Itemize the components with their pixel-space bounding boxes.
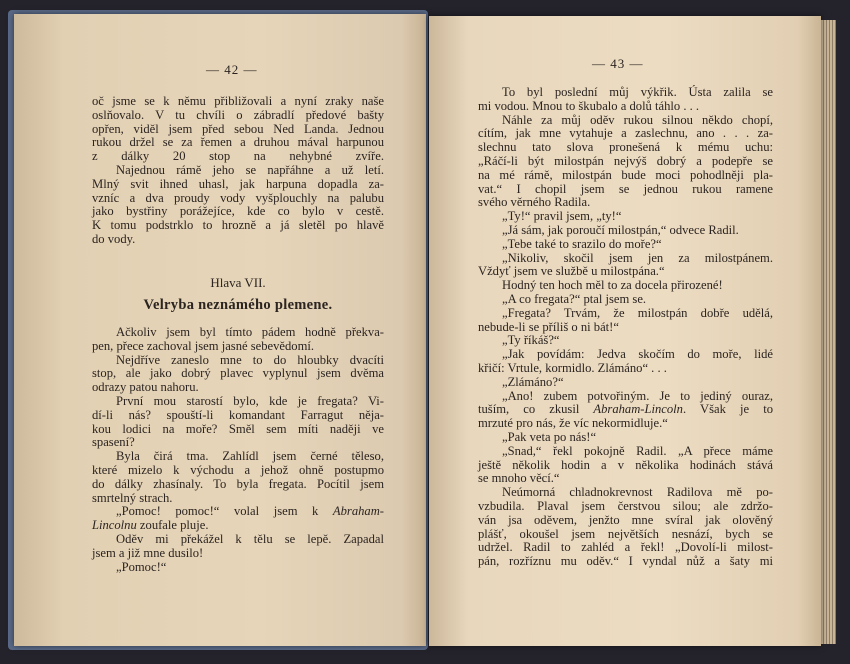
text-line: ještě několik hodin a v několika hodinách stává xyxy=(478,457,773,472)
text-line: křičí: Vrtule, kormidlo. Zlámáno“ . . . xyxy=(478,360,667,375)
text-line: ván jsa oděvem, jenžto mne svíral jak olověný xyxy=(478,512,773,527)
text-line: které mizelo k východu a jehož ohně postupmo xyxy=(92,462,384,477)
text-line: jako bystřiny porážejíce, kde co bylo v cestě. xyxy=(92,204,384,219)
text-line: tuším, co zkusil Abraham-Lincoln. Však je to xyxy=(478,402,773,417)
text-line: „Ano! zubem potvořiným. Je to jediný ouraz, xyxy=(502,388,773,403)
text-line: „Jak povídám: Jedva skočím do moře, lidé xyxy=(502,347,773,362)
text-line: oslňovalo. V tu chvíli o zábradlí předové bašty xyxy=(92,107,384,122)
text-line: „Pomoc! pomoc!“ volal jsem k Abraham- xyxy=(116,504,384,519)
text-line: nebude-li se příliš o ni bát!“ xyxy=(478,319,619,334)
text-line: opřen, viděl jsem před sebou Ned Landa. Jednou xyxy=(92,121,384,136)
text-line: „Snad,“ řekl pokojně Radil. „A přece máme xyxy=(502,443,773,458)
text-line: Byla čirá tma. Zahlídl jsem černé těleso, xyxy=(116,449,384,464)
text-line: rukou držel se za řemen a druhou mával harpunou xyxy=(92,135,384,150)
text-line: „Nikoliv, skočil jsem jen za milostpánem. xyxy=(502,250,773,265)
text-line: vzbudila. Plaval jsem čerstvou silou; ale zdržo- xyxy=(478,498,773,513)
text-line: pen, přece zachoval jsem jasné sebevědomí. xyxy=(92,338,315,353)
text-line: Ačkoliv jsem byl tímto pádem hodně překva- xyxy=(116,325,384,339)
page-number: — 42 — xyxy=(206,62,258,77)
text-line: První mou starostí bylo, kde je fregata? Vi- xyxy=(116,393,384,408)
text-line: Hodný ten hoch měl to za docela přirozené! xyxy=(502,278,723,293)
text-line: dí-li nás? spouští-li komandant Farragut něja- xyxy=(92,407,384,422)
text-line: „Já sám, jak poroučí milostpán,“ odvece Radil. xyxy=(502,222,739,237)
text-line: svého věrného Radila. xyxy=(478,195,591,210)
text-line: „Tebe také to srazilo do moře?“ xyxy=(502,236,662,251)
text-line: „Ráčí-li být milostpán nejvýš dobrý a podepře se xyxy=(478,153,773,168)
text-line: do vody. xyxy=(92,231,136,246)
text-line: Oděv mi překážel k tělu se lepě. Zapadal xyxy=(116,531,384,546)
text-line: smrtelný strach. xyxy=(92,490,173,505)
text-line: „A co fregata?“ ptal jsem se. xyxy=(502,291,647,306)
text-line: „Ty!“ pravil jsem, „ty!“ xyxy=(502,209,622,224)
text-line: pán, rozříznu mu oděv.“ I vyndal nůž a šaty mi xyxy=(478,554,773,569)
text-line: do dálky zhasínaly. To byla fregata. Pocítil jsem xyxy=(92,476,384,491)
text-line: Lincolnu zoufale pluje. xyxy=(92,518,209,533)
text-line: „Ty říkáš?“ xyxy=(502,333,560,348)
page-number: — 43 — xyxy=(592,56,644,71)
text-line: mi vodou. Mnou to škubalo a dolů táhlo . . . xyxy=(478,98,700,113)
text-line: Náhle za můj oděv rukou silnou někdo chopí, xyxy=(502,112,773,127)
text-line: na mé rámě, milostpán bude moci pohodlněji pla- xyxy=(478,167,773,182)
ship-name: Lincolnu xyxy=(92,518,137,533)
text-line: „Fregata? Trvám, že milostpán dobře udělá, xyxy=(502,305,773,320)
ship-name: Abraham- xyxy=(332,504,384,519)
ship-name: Abraham-Lincoln xyxy=(593,402,683,417)
text-line: plášť, okoušel jsem největších nesnází, bych se xyxy=(478,526,773,541)
chapter-heading: Hlava VII. xyxy=(210,275,266,290)
text-block xyxy=(478,86,773,569)
text-line: vzníc a dva proudy vody vyšplouchly na palubu xyxy=(92,190,384,205)
text-line: K tomu podstrklo to hrozně a já sletěl po hlavě xyxy=(92,218,384,233)
text-block xyxy=(92,95,384,247)
text-line: vat.“ I chopil jsem se jednou rukou ramene xyxy=(478,181,773,196)
text-line: stop, ale jako dobrý plavec vyplynul jsem dvěma xyxy=(92,366,384,381)
text-line: Neúmorná chladnokrevnost Radilova mě po- xyxy=(502,485,773,500)
text-line: kou lodici na moře? Směl sem míti naději ve xyxy=(92,421,384,436)
chapter-title: Velryba neznámého plemene. xyxy=(143,297,333,313)
text-line: jsem a již mne dusilo! xyxy=(92,545,204,560)
text-line: mrzuté pro nás, že víc nekormidluje.“ xyxy=(478,416,668,431)
text-block xyxy=(92,326,384,574)
text-line: oč jsme se k němu přibližovali a nyní zraky naše xyxy=(92,94,384,108)
text-line: „Pomoc!“ xyxy=(116,559,167,574)
text-line: udržel. Radil to zahléd a řekl! „Dovolí-li milost- xyxy=(478,540,773,555)
text-line: „Pak veta po nás!“ xyxy=(502,429,597,444)
text-line: Nejdříve zaneslo mne to do hloubky dvacíti xyxy=(116,352,384,367)
text-line: Vždyť jsem ve službě u milostpána.“ xyxy=(478,264,665,279)
text-line: se mnoho věcí.“ xyxy=(478,471,560,486)
text-line: z dálky 20 stop na nehybné zvíře. xyxy=(92,149,384,164)
left-page xyxy=(14,14,426,646)
right-page xyxy=(429,16,821,646)
text-line: To byl poslední můj výkřik. Ústa zalila se xyxy=(502,85,773,99)
text-line: odrazy patou nahoru. xyxy=(92,380,199,395)
text-line: spasení? xyxy=(92,435,135,450)
text-line: „Zlámáno?“ xyxy=(502,374,564,389)
text-line: Mlný svit ihned uhasl, jak harpuna dopadla za- xyxy=(92,176,384,191)
text-line: slechnu tato slova pronešená k mému uchu: xyxy=(478,140,773,155)
text-line: Najednou rámě jeho se napřáhne a už letí. xyxy=(116,162,384,177)
text-line: cítím, jak mne vytahuje a zaslechnu, ano . . . za- xyxy=(478,126,773,141)
